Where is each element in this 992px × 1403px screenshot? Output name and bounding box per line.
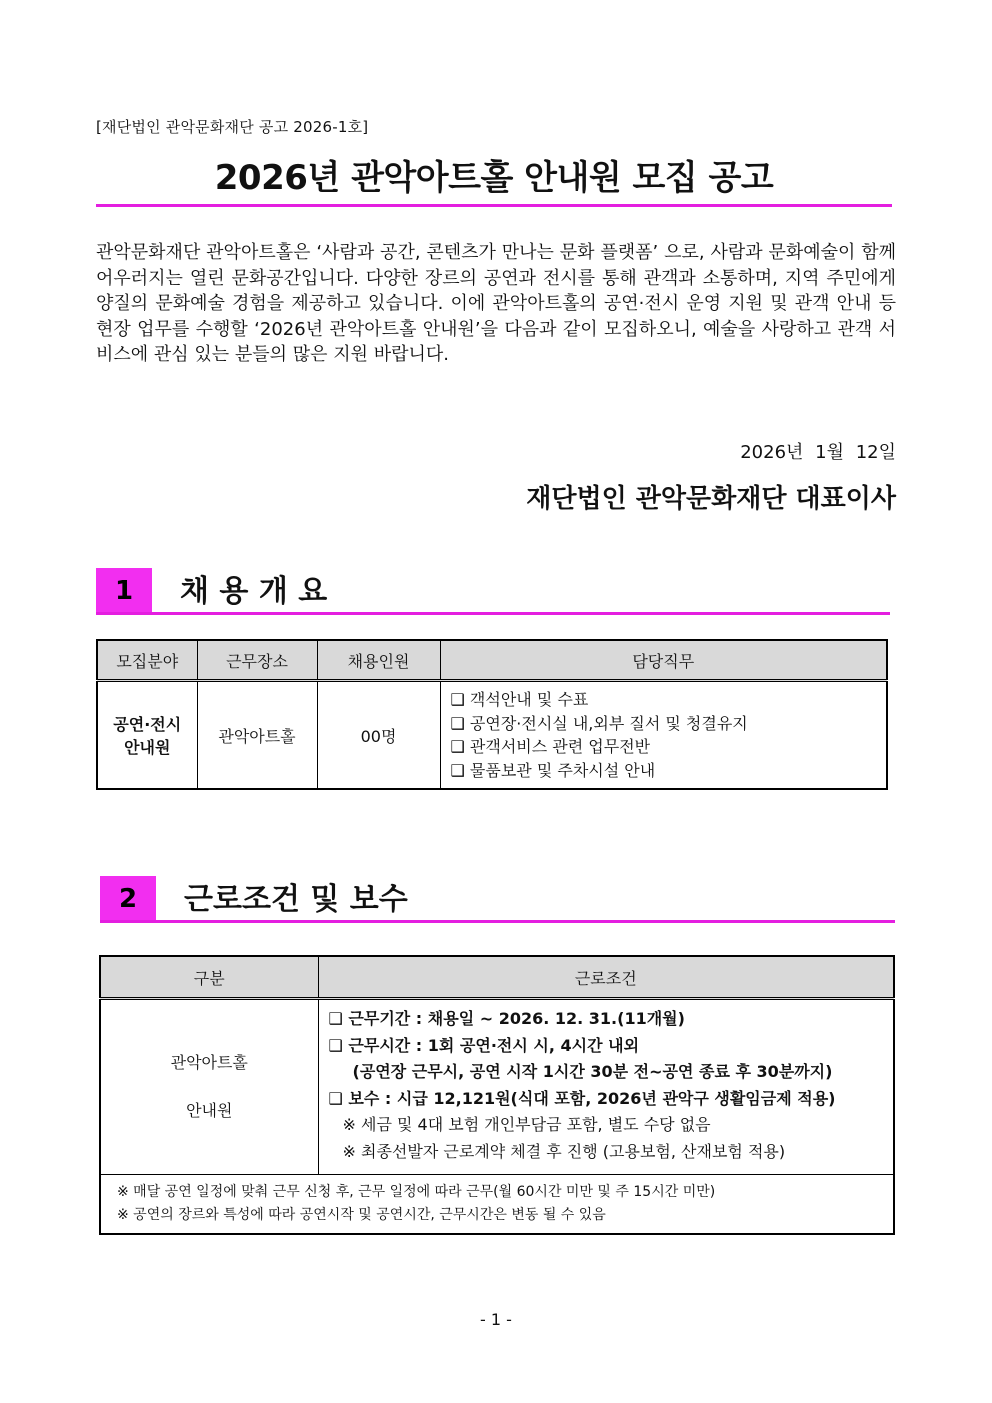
cell-headcount: 00명 bbox=[317, 681, 440, 790]
header-field: 모집분야 bbox=[97, 640, 197, 681]
header-conditions: 근로조건 bbox=[318, 956, 894, 999]
section-1-divider bbox=[96, 612, 890, 615]
table-row bbox=[100, 999, 894, 1175]
field-line-1: 공연·전시 bbox=[113, 715, 182, 734]
field-line-2: 안내원 bbox=[124, 738, 171, 757]
header-duties: 담당직무 bbox=[440, 640, 887, 681]
section-1-header bbox=[96, 568, 890, 616]
cell-field bbox=[97, 681, 197, 790]
section-2-header bbox=[100, 876, 895, 924]
title-divider bbox=[96, 204, 892, 207]
cell-duties bbox=[440, 681, 887, 790]
header-headcount: 채용인원 bbox=[317, 640, 440, 681]
working-conditions-table bbox=[99, 955, 895, 1235]
issuer: 재단법인 관악문화재단 대표이사 bbox=[526, 484, 896, 514]
notice-number: [재단법인 관악문화재단 공고 2026-1호] bbox=[96, 118, 369, 136]
footnote-item: ※ 공연의 장르와 특성에 따라 공연시작 및 공연시간, 근무시간은 변동 될 수 있음 bbox=[117, 1207, 606, 1223]
section-1-title: 채 용 개 요 bbox=[180, 574, 328, 609]
header-category: 구분 bbox=[100, 956, 318, 999]
condition-hours-detail: (공연장 근무시, 공연 시작 1시간 30분 전~공연 종료 후 30분까지) bbox=[352, 1062, 833, 1081]
table-header-row bbox=[97, 640, 887, 681]
category-line-1: 관악아트홀 bbox=[170, 1053, 248, 1072]
condition-pay: ❑ 보수 : 시급 12,121원(식대 포함, 2026년 관악구 생활임금제 적용) bbox=[328, 1088, 836, 1108]
cell-location: 관악아트홀 bbox=[197, 681, 317, 790]
condition-period: ❑ 근무기간 : 채용일 ~ 2026. 12. 31.(11개월) bbox=[328, 1009, 685, 1028]
section-2-number: 2 bbox=[100, 876, 156, 922]
page-title: 2026년 관악아트홀 안내원 모집 공고 bbox=[214, 158, 774, 198]
cell-category bbox=[100, 999, 318, 1175]
announcement-date: 2026년 1월 12일 bbox=[740, 442, 896, 463]
cell-footnotes bbox=[100, 1175, 894, 1235]
duty-item: ❑ 객석안내 및 수표 bbox=[450, 690, 589, 709]
category-line-2: 안내원 bbox=[186, 1101, 233, 1120]
condition-note: ※ 세금 및 4대 보험 개인부담금 포함, 별도 수당 없음 bbox=[342, 1115, 711, 1134]
footnote-item: ※ 매달 공연 일정에 맞춰 근무 신청 후, 근무 일정에 따라 근무(월 60시간 미만 및 주 15시간 미만) bbox=[117, 1184, 716, 1200]
section-2-divider bbox=[100, 920, 895, 923]
cell-conditions bbox=[318, 999, 894, 1175]
duty-item: ❑ 물품보관 및 주차시설 안내 bbox=[450, 760, 656, 780]
duty-item: ❑ 관객서비스 관련 업무전반 bbox=[450, 737, 651, 756]
intro-paragraph: 관악문화재단 관악아트홀은 ‘사람과 공간, 콘텐츠가 만나는 문화 플랫폼’ 으로, 사람과 문화예술이 함께 어우러지는 열린 문화공간입니다. 다양한 장르의 공연과 전시를 통해 관객과 소통하며, 지역 주민에게 양질의 문화예술 경험을 제공하고 있습니다. 이에 관악아트홀의 공연·전시 운영 지원 및 관객 안내 등 현장 업무를 수행할 ‘2026년 관악아트홀 안내원’을 다음과 같이 모집하오니, 예술을 사랑하고 관객 서비스에 관심 있는 분들의 많은 지원 바랍니다. bbox=[96, 242, 896, 365]
header-location: 근무장소 bbox=[197, 640, 317, 681]
page-number: - 1 - bbox=[480, 1310, 512, 1329]
table-row bbox=[97, 681, 887, 790]
section-1-number: 1 bbox=[96, 568, 152, 614]
section-2-title: 근로조건 및 보수 bbox=[184, 882, 408, 917]
condition-hours: ❑ 근무시간 : 1회 공연·전시 시, 4시간 내외 bbox=[328, 1035, 640, 1055]
condition-note: ※ 최종선발자 근로계약 체결 후 진행 (고용보험, 산재보험 적용) bbox=[342, 1141, 786, 1161]
recruitment-overview-table bbox=[96, 639, 888, 790]
table-header-row bbox=[100, 956, 894, 999]
duty-item: ❑ 공연장·전시실 내,외부 질서 및 청결유지 bbox=[450, 713, 748, 733]
table-footnote-row bbox=[100, 1175, 894, 1235]
